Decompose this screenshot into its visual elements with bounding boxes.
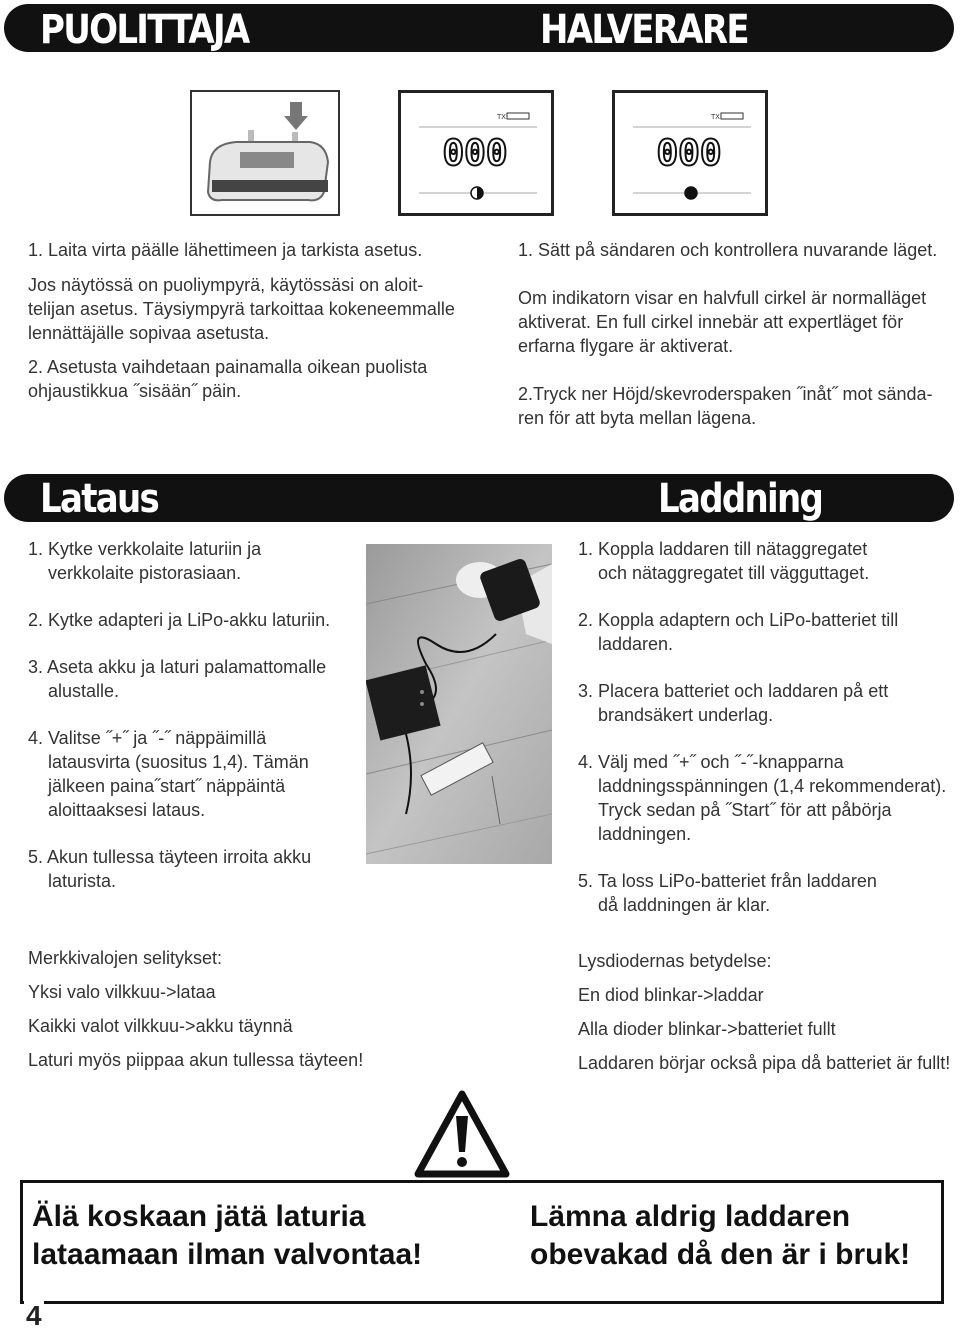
header-banner: [4, 4, 954, 52]
warning-sv: [530, 1198, 910, 1274]
svg-text:000: 000: [656, 133, 722, 174]
sv-led-item: Laddaren börjar också pipa då batteriet är fullt!: [578, 1053, 951, 1073]
warning-fi-line: lataamaan ilman valvontaa!: [32, 1238, 423, 1271]
fi-text-line: ohjaustikkua ˝sisään˝ päin.: [28, 381, 242, 401]
fi-charge-step-5: 5. Akun tullessa täyteen irroita akku: [28, 847, 312, 867]
fi-charge-step-4: 4. Valitse ˝+˝ ja ˝-˝ näppäimillä: [28, 728, 267, 748]
fi-step-1: 1. Laita virta päälle lähettimeen ja tarkista asetus.: [28, 240, 423, 260]
sv-led-legend: [578, 949, 958, 1075]
fi-led-heading: Merkkivalojen selitykset:: [28, 948, 223, 968]
sv-text-line: Tryck sedan på ˝Start˝ för att påbörja: [598, 800, 892, 820]
sv-charging-steps: [578, 537, 948, 917]
fi-text-line: verkkolaite pistorasiaan.: [48, 563, 242, 583]
fi-led-item: Yksi valo vilkkuu->lataa: [28, 982, 216, 1002]
lcd-tx-label: TX: [497, 114, 506, 121]
fi-text-line: latausvirta (suositus 1,4). Tämän: [48, 752, 309, 772]
lcd-tx-label: TX: [711, 114, 720, 121]
sv-charge-step-4: 4. Välj med ˝+˝ och ˝-˝-knapparna: [578, 752, 844, 772]
warning-sv-line: obevakad då den är i bruk!: [530, 1238, 911, 1271]
svg-text:000: 000: [442, 133, 508, 174]
section-title-sv: Laddning: [658, 476, 823, 522]
fi-step-2: 2. Asetusta vaihdetaan painamalla oikean puolista: [28, 357, 428, 377]
page-number: 4: [26, 1300, 42, 1331]
sv-charge-step-2: 2. Koppla adaptern och LiPo-batteriet till: [578, 610, 899, 630]
sv-text-line: erfarna flygare är aktiverat.: [518, 336, 734, 356]
sv-led-item: Alla dioder blinkar->batteriet fullt: [578, 1019, 836, 1039]
fi-charge-step-3: 3. Aseta akku ja laturi palamattomalle: [28, 657, 327, 677]
fi-led-item: Laturi myös piippaa akun tullessa täyteen!: [28, 1050, 364, 1070]
sv-text-line: laddaren.: [598, 634, 674, 654]
fi-charge-step-1: 1. Kytke verkkolaite laturiin ja: [28, 539, 262, 559]
warning-fi: [32, 1198, 422, 1274]
sv-led-item: En diod blinkar->laddar: [578, 985, 764, 1005]
fi-led-item: Kaikki valot vilkkuu->akku täynnä: [28, 1016, 293, 1036]
sv-text-line: aktiverat. En full cirkel innebär att expertläget för: [518, 312, 904, 332]
sv-charge-step-1: 1. Koppla laddaren till nätaggregatet: [578, 539, 868, 559]
fi-text-line: jälkeen paina˝start˝ näppäintä: [48, 776, 286, 796]
sv-step-1: 1. Sätt på sändaren och kontrollera nuvarande läget.: [518, 240, 938, 260]
sv-text-line: brandsäkert underlag.: [598, 705, 774, 725]
sv-mode-instructions: [518, 238, 948, 430]
fi-charging-steps: [28, 537, 348, 893]
fi-charge-step-2: 2. Kytke adapteri ja LiPo-akku laturiin.: [28, 610, 331, 630]
sv-text-line: Om indikatorn visar en halvfull cirkel är normalläget: [518, 288, 927, 308]
fi-text-line: aloittaaksesi lataus.: [48, 800, 206, 820]
fi-mode-instructions: [28, 238, 468, 403]
fi-text-line: Jos näytössä on puoliympyrä, käytössäsi on aloit-: [28, 275, 424, 295]
fi-text-line: telijan asetus. Täysiympyrä tarkoittaa kokeneemmalle: [28, 299, 455, 319]
warning-icon: [412, 1088, 512, 1180]
section-title-fi: Lataus: [40, 476, 159, 522]
warning-fi-line: Älä koskaan jätä laturia: [32, 1200, 366, 1233]
sv-step-2: 2.Tryck ner Höjd/skevroderspaken ˝inåt˝ mot sända-: [518, 384, 933, 404]
fi-text-line: lennättäjälle sopivaa asetusta.: [28, 323, 270, 343]
section-banner: [4, 474, 954, 522]
lcd-display-full-circle: [612, 90, 768, 216]
sv-text-line: laddningen.: [598, 824, 692, 844]
fi-text-line: laturista.: [48, 871, 117, 891]
sv-led-heading: Lysdiodernas betydelse:: [578, 951, 772, 971]
sv-charge-step-3: 3. Placera batteriet och laddaren på ett: [578, 681, 889, 701]
sv-text-line: då laddningen är klar.: [598, 895, 771, 915]
sv-text-line: ren för att byta mellan lägena.: [518, 408, 757, 428]
fi-text-line: alustalle.: [48, 681, 120, 701]
header-title-fi: PUOLITTAJA: [40, 7, 249, 53]
warning-sv-line: Lämna aldrig laddaren: [530, 1200, 851, 1233]
sv-text-line: laddningsspänningen (1,4 rekommenderat).: [598, 776, 947, 796]
header-title-sv: HALVERARE: [540, 7, 748, 53]
transmitter-image: [190, 90, 340, 216]
charger-photo: [366, 544, 552, 864]
sv-text-line: och nätaggregatet till vägguttaget.: [598, 563, 870, 583]
sv-charge-step-5: 5. Ta loss LiPo-batteriet från laddaren: [578, 871, 877, 891]
lcd-display-half-circle: [398, 90, 554, 216]
fi-led-legend: [28, 946, 428, 1072]
